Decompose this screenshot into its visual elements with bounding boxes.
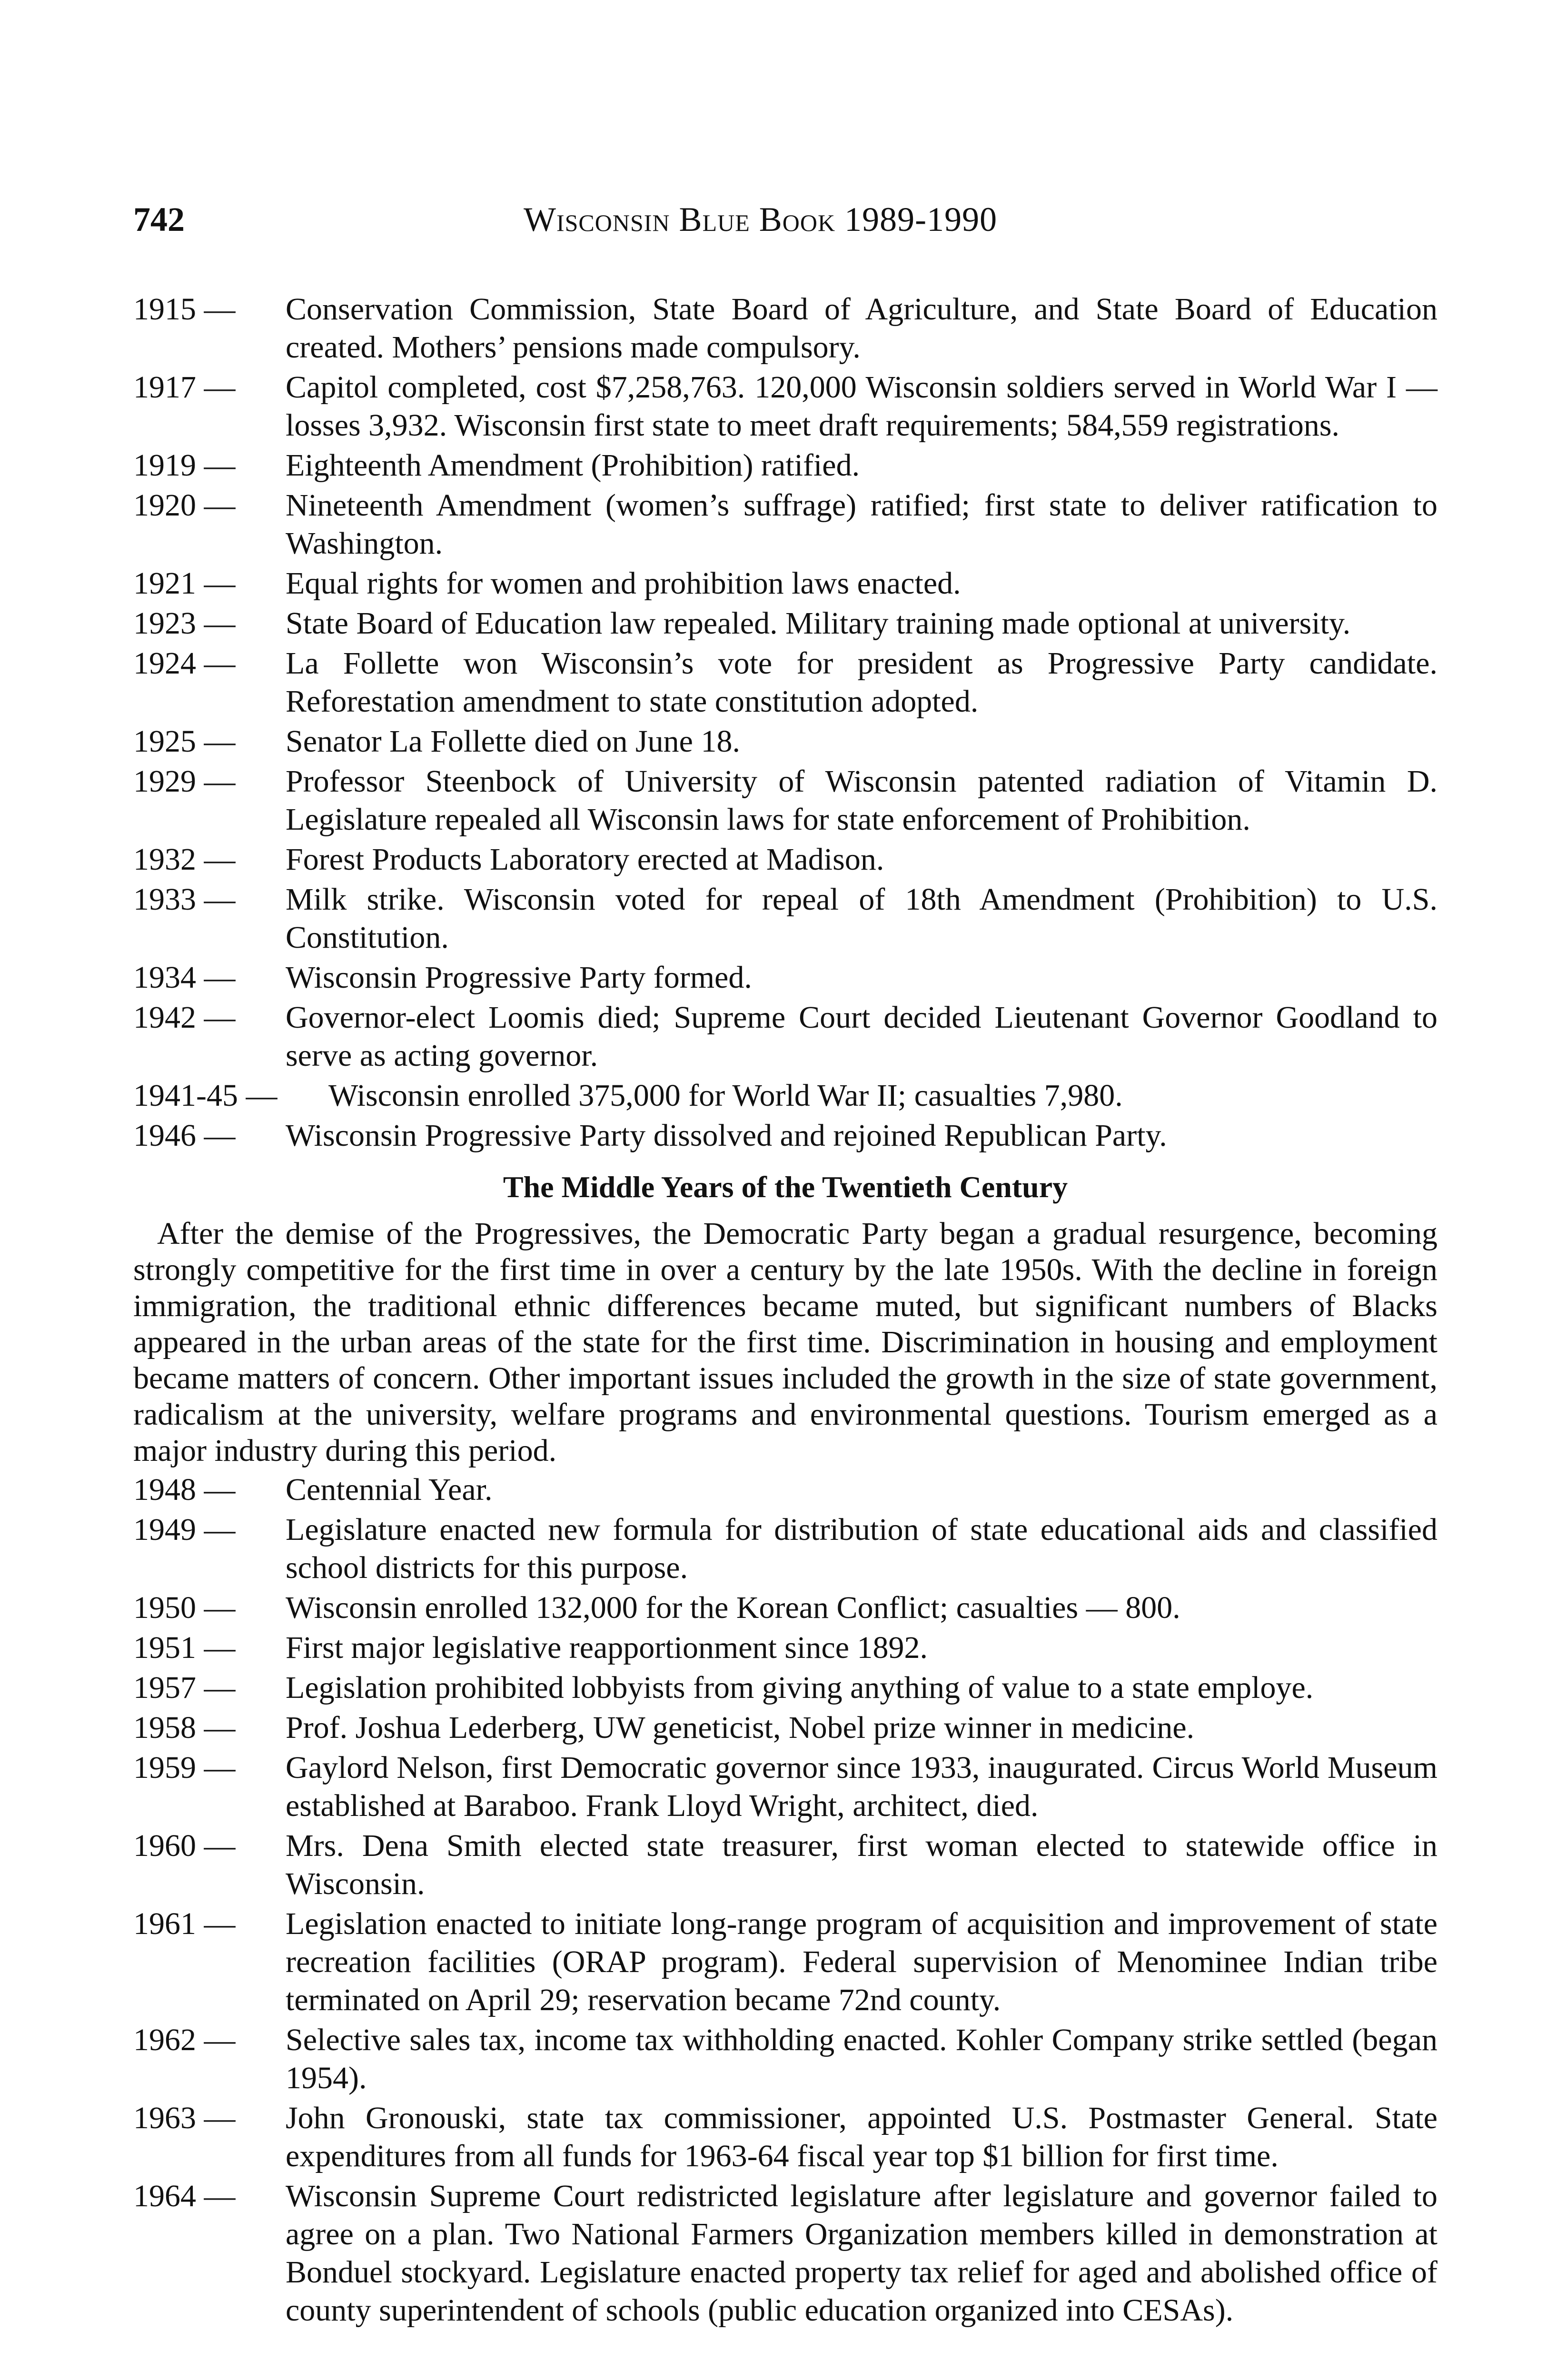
timeline-text: Legislation prohibited lobbyists from giving anything of value to a state employe.	[286, 1670, 1314, 1705]
timeline-year: 1948 —	[133, 1472, 236, 1507]
timeline-entry	[133, 2099, 1437, 2175]
timeline-year: 1920 —	[133, 488, 236, 523]
timeline-text: La Follette won Wisconsin’s vote for president as Progressive Party candidate. Reforestation amendment to state constitution adopted.	[286, 646, 1437, 719]
timeline-text: Senator La Follette died on June 18.	[286, 724, 740, 759]
timeline-year: 1950 —	[133, 1590, 236, 1625]
timeline-year: 1961 —	[133, 1906, 236, 1941]
document-page	[133, 200, 1437, 2331]
timeline-entry	[133, 1827, 1437, 1903]
section-paragraph: After the demise of the Progressives, the Democratic Party began a gradual resurgence, becoming strongly competitive for the first time in over a century by the late 1950s. With the decline in foreign immigration, the traditional ethnic differences became muted, but significant numbers of Blacks appeared in the urban areas of the state for the first time. Discrimination in housing and employment became matters of concern. Other important issues included the growth in the size of state government, radicalism at the university, welfare programs and environmental questions. Tourism emerged as a major industry during this period.	[133, 1216, 1437, 1468]
timeline-text: Milk strike. Wisconsin voted for repeal of 18th Amendment (Prohibition) to U.S. Constitution.	[286, 882, 1437, 955]
timeline-entry	[133, 763, 1437, 839]
timeline-year: 1921 —	[133, 566, 236, 601]
timeline-text: Mrs. Dena Smith elected state treasurer, first woman elected to statewide office in Wisconsin.	[286, 1828, 1437, 1901]
timeline-text: Legislation enacted to initiate long-range program of acquisition and improvement of state recreation facilities (ORAP program). Federal supervision of Menominee Indian tribe terminated on April 29; reservation became 72nd county.	[286, 1906, 1437, 2017]
timeline-text: Wisconsin Progressive Party formed.	[286, 960, 752, 995]
timeline-entry	[133, 645, 1437, 721]
timeline-entry	[133, 1709, 1437, 1747]
timeline-entry	[133, 565, 1437, 603]
timeline-entry	[133, 1117, 1437, 1155]
timeline-entry	[133, 1511, 1437, 1587]
timeline-text: Legislature enacted new formula for distribution of state educational aids and classified school districts for this purpose.	[286, 1512, 1437, 1585]
timeline-entry	[133, 290, 1437, 367]
timeline-year: 1919 —	[133, 448, 236, 483]
timeline-text: State Board of Education law repealed. Military training made optional at university.	[286, 606, 1351, 641]
timeline-year: 1917 —	[133, 370, 236, 405]
page-number: 742	[133, 200, 185, 238]
timeline-text: Gaylord Nelson, first Democratic governor since 1933, inaugurated. Circus World Museum established at Baraboo. Frank Lloyd Wright, architect, died.	[286, 1750, 1437, 1823]
timeline-year: 1941-45 —	[133, 1078, 277, 1113]
timeline-text: Forest Products Laboratory erected at Madison.	[286, 842, 884, 877]
timeline-entry	[133, 1077, 1437, 1115]
timeline-year: 1963 —	[133, 2101, 236, 2135]
timeline-text: First major legislative reapportionment since 1892.	[286, 1630, 928, 1665]
timeline-entry	[133, 486, 1437, 563]
timeline-entry	[133, 605, 1437, 643]
timeline-entry	[133, 841, 1437, 879]
timeline-year: 1949 —	[133, 1512, 236, 1547]
timeline-entry	[133, 368, 1437, 445]
timeline-text: Wisconsin enrolled 375,000 for World War II; casualties 7,980.	[328, 1078, 1123, 1113]
timeline-text: Wisconsin Progressive Party dissolved and rejoined Republican Party.	[286, 1118, 1167, 1153]
timeline-year: 1925 —	[133, 724, 236, 759]
timeline-year: 1933 —	[133, 882, 236, 917]
timeline-year: 1929 —	[133, 764, 236, 799]
timeline-text: John Gronouski, state tax commissioner, appointed U.S. Postmaster General. State expenditures from all funds for 1963-64 fiscal year top $1 billion for first time.	[286, 2101, 1437, 2173]
timeline-text: Eighteenth Amendment (Prohibition) ratified.	[286, 448, 860, 483]
timeline-year: 1915 —	[133, 292, 236, 327]
timeline-entry	[133, 1669, 1437, 1707]
timeline-text: Nineteenth Amendment (women’s suffrage) ratified; first state to deliver ratification to Washington.	[286, 488, 1437, 561]
timeline-text: Professor Steenbock of University of Wisconsin patented radiation of Vitamin D. Legislature repealed all Wisconsin laws for state enforcement of Prohibition.	[286, 764, 1437, 837]
timeline-entry	[133, 959, 1437, 997]
timeline-text: Prof. Joshua Lederberg, UW geneticist, Nobel prize winner in medicine.	[286, 1710, 1195, 1745]
timeline-year: 1962 —	[133, 2023, 236, 2057]
timeline-text: Equal rights for women and prohibition laws enacted.	[286, 566, 961, 601]
timeline-entry	[133, 881, 1437, 957]
timeline-year: 1923 —	[133, 606, 236, 641]
timeline-text: Conservation Commission, State Board of Agriculture, and State Board of Education created. Mothers’ pensions made compulsory.	[286, 292, 1437, 365]
timeline-text: Capitol completed, cost $7,258,763. 120,000 Wisconsin soldiers served in World War I — losses 3,932. Wisconsin first state to meet draft requirements; 584,559 registrations.	[286, 370, 1437, 443]
timeline-text: Centennial Year.	[286, 1472, 493, 1507]
timeline-year: 1959 —	[133, 1750, 236, 1785]
timeline-year: 1934 —	[133, 960, 236, 995]
timeline-year: 1957 —	[133, 1670, 236, 1705]
timeline-entry	[133, 723, 1437, 761]
timeline-year: 1932 —	[133, 842, 236, 877]
timeline-text: Selective sales tax, income tax withholding enacted. Kohler Company strike settled (began 1954).	[286, 2023, 1437, 2095]
timeline-entry	[133, 2021, 1437, 2097]
book-title: Wisconsin Blue Book 1989-1990	[524, 200, 998, 238]
timeline-entry	[133, 999, 1437, 1075]
timeline-year: 1958 —	[133, 1710, 236, 1745]
timeline-text: Wisconsin Supreme Court redistricted legislature after legislature and governor failed to agree on a plan. Two National Farmers Organization members killed in demonstration at Bonduel stockyard. Legislature enacted property tax relief for aged and abolished office of county superintendent of schools (public education organized into CESAs).	[286, 2179, 1437, 2328]
timeline-entry	[133, 1905, 1437, 2019]
timeline-entry	[133, 1629, 1437, 1667]
timeline-year: 1942 —	[133, 1000, 236, 1035]
timeline-entry	[133, 446, 1437, 485]
timeline-year: 1964 —	[133, 2179, 236, 2213]
timeline-entry	[133, 1589, 1437, 1627]
timeline-entry	[133, 1749, 1437, 1825]
timeline-list-early	[133, 290, 1437, 1155]
timeline-text: Wisconsin enrolled 132,000 for the Korean Conflict; casualties — 800.	[286, 1590, 1180, 1625]
timeline-year: 1946 —	[133, 1118, 236, 1153]
timeline-year: 1960 —	[133, 1828, 236, 1863]
timeline-list-late	[133, 1471, 1437, 2330]
timeline-year: 1951 —	[133, 1630, 236, 1665]
timeline-entry	[133, 1471, 1437, 1509]
timeline-year: 1924 —	[133, 646, 236, 681]
running-header	[133, 200, 1437, 252]
timeline-text: Governor-elect Loomis died; Supreme Court decided Lieutenant Governor Goodland to serve as acting governor.	[286, 1000, 1437, 1073]
section-heading: The Middle Years of the Twentieth Century	[503, 1170, 1068, 1204]
timeline-entry	[133, 2177, 1437, 2330]
